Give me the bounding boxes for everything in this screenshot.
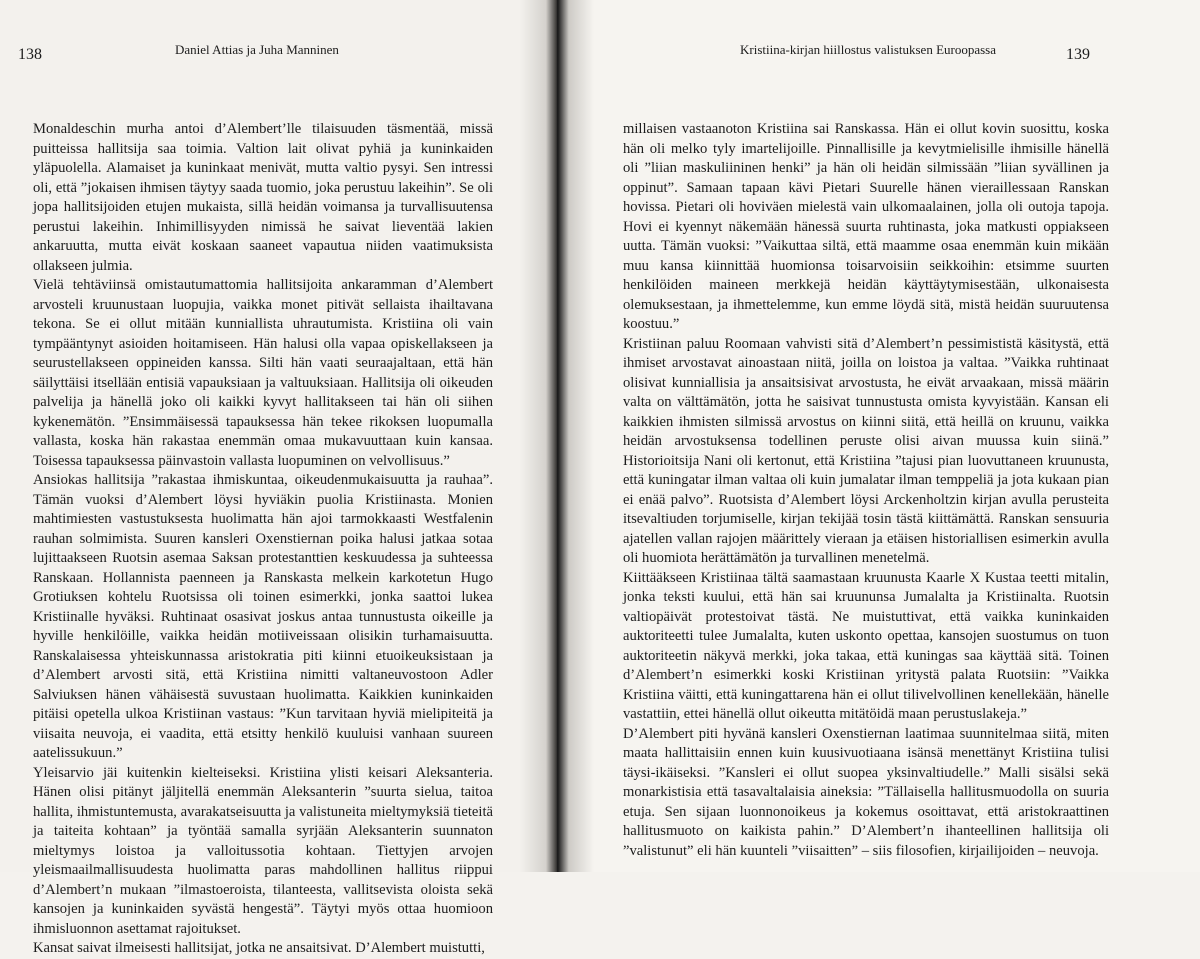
running-head: Daniel Attias ja Juha Manninen [175,42,339,57]
right-page [560,0,1200,872]
paragraph: millaisen vastaanoton Kristiina sai Ranskassa. Hän ei ollut kovin suosittu, koska hän oli melko tyly imartelijoille. Pinnallisille ja kevytmielisille ihmisille hänellä oli ”liian maskuliininen henki” ja hän oli heidän silmissään ”liian syvällinen ja oppinut”. Samaan tapaan kävi Pietari Suurelle hänen vieraillessaan Ranskan hovissa. Pietari oli hoviväen mielestä vain ulkomaalainen, jolla oli outoja tapoja. Hovi ei kyennyt näkemään hänessä suurta ruhtinasta, joka matkusti oppiakseen uutta. Tämän vuoksi: ”Vaikuttaa siltä, että maamme osaa enemmän kuin mikään muu kansa kiinnittää huomionsa toisarvoisiin seikkoihin: etsimme suurten henkilöiden maineen merkkejä heidän käyttäytymisestään, ulkonaisesta olemuksestaan, ja ihmettelemme, kun emme löydä sitä, mistä heidän suuruutensa koostuu.” [623,121,1109,332]
running-head: Kristiina-kirjan hiillostus valistuksen Euroopassa [740,42,996,57]
paragraph: Ansiokas hallitsija ”rakastaa ihmiskuntaa, oikeudenmukaisuutta ja rauhaa”. Tämän vuoksi d’Alembert löysi hyviäkin puolia Kristiinasta. Monien mahtimiesten vastustuksesta huolimatta hän ajoi tarmokkaasti Westfalenin rauhan solmimista. Suuren kansleri Oxenstiernan poika halusi jatkaa sotaa lujittaakseen Ruotsin asemaa Saksan protestanttien keskuudessa ja suhteessa Ranskaan. Hollannista paenneen ja Ranskasta melkein karkotetun Hugo Grotiuksen kohtelu Ruotsissa oli toinen esimerkki, jonka saattoi lukea Kristiinalle hyväksi. Ruhtinaat osasivat joskus antaa tunnustusta oikeille ja hyville henkilöille, vaikka heidän motiiveissaan olisikin turhamaisuutta. Ranskalaisessa yhteiskunnassa aristokratia piti kiinni etuoikeuksistaan ja d’Alembert arvosti sitä, että Kristiina nimitti valtaneuvostoon Adler Salviuksen hänen vähäisestä suvustaan huolimatta. Kaikkien kuninkaiden pitäisi opetella ulkoa Kristiinan vastaus: ”Kun tarvitaan hyviä mielipiteitä ja viisaita neuvoja, ei vaadita, että etsitty henkilö kuuluisi vanhaan suureen aatelissukuun.” [33,472,493,761]
paragraph: Yleisarvio jäi kuitenkin kielteiseksi. Kristiina ylisti keisari Aleksanteria. Hänen olisi pitänyt jäljitellä enemmän Aleksanterin ”suurta sielua, taitoa hallita, ihmistuntemusta, avarakatseisuutta ja valistuneita mieltymyksiä tieteitä ja taiteita kohtaan” ja työntää samalla syrjään Aleksanterin suunnaton mieltymys loistoa ja valloitussotia kohtaan. Tiettyjen arvojen yleismaailmallisuudesta huolimatta paras mahdollinen hallitus riippui d’Alembert’n mukaan ”ilmastoeroista, tilanteesta, vallitsevista oloista sekä kansojen ja kuninkaiden syvästä hengestä”. Täytyi myös ottaa huomioon ihmisluonnon asettamat rajoitukset. [33,764,493,937]
paragraph: Vielä tehtäviinsä omistautumattomia hallitsijoita ankaramman d’Alembert arvosteli kruunustaan luopujia, vaikka monet pitivät sellaista ihailtavana tekona. Se ei ollut mitään kunniallista uhrautumista. Kristiina oli vain tympääntynyt asioiden hoitamiseen. Hän halusi olla vapaa opiskellakseen ja seurustellakseen oppineiden kanssa. Silti hän vaati seuraajaltaan, että hän säilyttäisi itsellään entisiä vapauksiaan ja valtuuksiaan. Hallitsija oli oikeuden palvelija ja hänellä joko oli kaikki kyvyt hallitakseen tai hän oli siihen kykenemätön. ”Ensimmäisessä tapauksessa hän tekee rikoksen luopumalla vallasta, koska hän rakastaa enemmän omaa mukavuuttaan kuin kansaa. Toisessa tapauksessa päinvastoin vallasta luopuminen on velvollisuus.” [33,277,493,469]
paragraph: Kansat saivat ilmeisesti hallitsijat, jotka ne ansaitsivat. D’Alembert muistutti, [33,940,485,956]
paragraph: Monaldeschin murha antoi d’Alembert’lle tilaisuuden täsmentää, missä puitteissa hallitsija saa toimia. Valtion lait olivat pyhiä ja kuninkaiden yläpuolella. Alamaiset ja kuninkaat menivät, mutta valtio pysyi. Sen intressi oli, että ”jokaisen ihmisen täytyy saada tuomio, joka perustuu lakeihin”. Se oli jopa hallitsijoiden etujen mukaista, sillä heidän voimansa ja turvallisuutensa perustui lakeihin. Inhimillisyyden nimissä he saivat lieventää lakien ankaruutta, mutta eivät koskaan saaneet vapautua niiden vaatimuksista ollakseen julmia. [33,121,493,274]
page-number: 139 [1066,46,1090,63]
left-page [0,0,560,956]
body-text [33,120,493,959]
paragraph: Kiittääkseen Kristiinaa tältä saamastaan kruunusta Kaarle X Kustaa teetti mitalin, jonka teksti kuului, että hän sai kruununsa Jumalalta ja Kristiinalta. Ruotsin valtiopäivät protestoivat tästä. Ne muistuttivat, että vaikka kuninkaiden auktoriteetti tulee Jumalalta, kuten uskonto opettaa, kansojen suostumus on tuon auktoriteetin näkyvä merkki, joka takaa, että kuningas saa käyttää sitä. Toinen d’Alembert’n esimerkki koski Kristiinan yritystä palata Ruotsiin: ”Vaikka Kristiina väitti, että kuningattarena hän ei ollut tilivelvollinen kenellekään, hänelle vastattiin, ettei hänellä ollut oikeutta mitätöidä maan perustuslakeja.” [623,569,1109,722]
paragraph: Kristiinan paluu Roomaan vahvisti sitä d’Alembert’n pessimististä käsitystä, että ihmiset arvostavat ainoastaan niitä, joilla on loistoa ja valtaa. ”Vaikka ruhtinaat olisivat kunniallisia ja ansaitsisivat arvostusta, he eivät arvaakaan, missä määrin valta on välttämätön, jotta he saisivat tunnustusta omista kyvyistään. Kansan eli kaikkien ihmisten silmissä arvostus on kiinni siitä, että heillä on kruunu, vaikka heidän arvostuksensa todellinen peruste olisi aivan muussa kuin siinä.” Historioitsija Nani oli kertonut, että Kristiina ”tajusi pian luovuttaneen kruunusta, että kuningatar ilman valtaa oli kuin jumalatar ilman temppeliä ja jota kukaan pian ei enää palvo”. Ruotsista d’Alembert löysi Arckenholtzin kirjan avulla perusteita itsevaltiuden torjumiselle, kirjan tekijää tosin tästä kiittämättä. Ranskan sensuuria ajatellen vallan rajojen määrittely vieraan ja etäisen historiallisen esimerkin avulla oli huomiota herättämätön ja turvallinen menetelmä. [623,335,1109,566]
page-number: 138 [18,46,42,63]
body-text [623,120,1109,861]
paragraph: D’Alembert piti hyvänä kansleri Oxenstiernan laatimaa suunnitelmaa siitä, miten maata hallittaisiin ennen kuin kuusivuotiaana isänsä menettänyt Kristiina tulisi täysi-ikäiseksi. ”Kansleri ei ollut suopea yksinvaltiudelle.” Malli sisälsi sekä monarkistisia että tasavaltalaisia aineksia: ”Tällaisella hallitusmuodolla on suuria etuja. Sen sijaan luonnonoikeus ja kokemus osoittavat, että aristokraattinen hallitusmuoto on kaikista pahin.” D’Alembert’n ihanteellinen hallitsija oli ”valistunut” eli hän kuunteli ”viisaitten” – siis filosofien, kirjailijoiden – neuvoja. [623,725,1109,859]
